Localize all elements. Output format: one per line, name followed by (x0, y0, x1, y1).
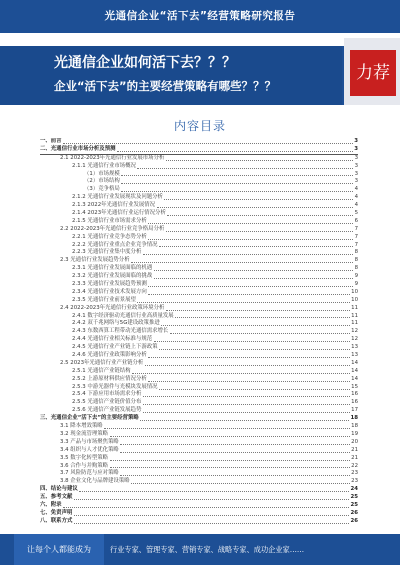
toc-entry[interactable] (40, 455, 358, 463)
toc-entry-title: 3.6 合作与并购策略 (60, 462, 109, 469)
toc-entry-title: 2.3.5 光通信行业前景展望 (72, 296, 136, 303)
toc-page-number: 12 (351, 336, 358, 343)
toc-entry-title: 2.3 光通信行业发展趋势分析 (60, 257, 130, 264)
toc-entry[interactable] (40, 273, 358, 281)
toc-entry-title: 3.2 现金流管理策略 (60, 430, 109, 437)
toc-entry-title: 2.3.4 光通信行业技术发展方向 (72, 288, 147, 295)
footer-slogan-left: 让每个人都能成为 (14, 534, 104, 565)
toc-page-number: 21 (351, 454, 358, 461)
toc-page-number: 13 (351, 352, 358, 359)
toc-page-number: 10 (351, 288, 358, 295)
toc-leader-dots (161, 325, 349, 326)
toc-leader-dots (159, 349, 350, 350)
toc-leader-dots (166, 160, 353, 161)
toc-page-number: 4 (354, 186, 358, 193)
toc-leader-dots (74, 515, 349, 516)
toc-entry-title: 3.5 数字化转型策略 (60, 454, 109, 461)
toc-page-number: 13 (351, 344, 358, 351)
toc-entry[interactable] (40, 415, 358, 423)
toc-entry-title: 2.5.4 下游应用市场需求分析 (72, 391, 142, 398)
hero-section (0, 38, 400, 105)
toc-page-number: 17 (351, 407, 358, 414)
toc-entry-title: 七、免责声明 (40, 509, 73, 516)
toc-page-number: 9 (354, 281, 358, 288)
toc-leader-dots (120, 444, 349, 445)
toc-entry[interactable] (40, 447, 358, 455)
toc-entry[interactable] (40, 344, 358, 352)
toc-page-number: 26 (350, 509, 358, 516)
toc-page-number: 7 (354, 225, 358, 232)
toc-leader-dots (159, 246, 353, 247)
toc-entry-title: （2）市场结构 (84, 178, 120, 185)
toc-page-number: 11 (351, 312, 358, 319)
toc-leader-dots (159, 389, 350, 390)
toc-page-number: 18 (350, 415, 358, 422)
toc-page-number: 21 (351, 446, 358, 453)
toc-entry[interactable] (40, 376, 358, 384)
toc-entry-title: 一、前言 (40, 138, 62, 144)
toc-entry-title: 3.4 组织与人才优化策略 (60, 446, 119, 453)
toc-leader-dots (154, 341, 350, 342)
toc-entry[interactable] (40, 265, 358, 273)
toc-entry-title: 二、光通信行业市场分析及预测 (40, 145, 116, 152)
toc-page-number: 23 (351, 470, 358, 477)
toc-page-number: 3 (354, 138, 358, 144)
toc-leader-dots (164, 199, 353, 200)
toc-page-number: 26 (350, 517, 358, 524)
toc-page-number: 3 (354, 145, 358, 152)
toc-entry-title: 2.1 2022-2023年光通信行业发展市场分析 (60, 154, 165, 161)
brand-seal: 力荐 (350, 50, 396, 96)
toc-page-number: 8 (354, 257, 358, 264)
toc-leader-dots (63, 143, 353, 144)
toc-entry[interactable] (40, 210, 358, 218)
toc-entry[interactable] (40, 305, 358, 313)
toc-entry-title: （3）竞争格局 (84, 186, 120, 193)
toc-leader-dots (74, 499, 349, 500)
toc-entry-title: 2.4.1 数字经济驱动光通信行业高质量发展 (72, 312, 174, 319)
toc-page-number: 14 (351, 359, 358, 366)
toc-entry[interactable] (40, 407, 358, 415)
toc-leader-dots (148, 223, 353, 224)
toc-page-number: 19 (351, 430, 358, 437)
toc-entry-title: 2.1.3 2022年光通信行业发展情况 (72, 202, 156, 209)
toc-entry[interactable] (40, 297, 358, 305)
toc-leader-dots (143, 254, 353, 255)
toc-entry-title: 六、附录 (40, 501, 62, 508)
toc-page-number: 3 (354, 178, 358, 185)
toc-leader-dots (148, 286, 353, 287)
toc-entry[interactable] (40, 423, 358, 431)
toc-entry-title: 2.2.1 光通信行业竞争态势分析 (72, 233, 147, 240)
toc-leader-dots (140, 420, 349, 421)
toc-entry-title: 2.2.3 光通信行业集中度分析 (72, 249, 142, 256)
toc-page-number: 22 (351, 462, 358, 469)
toc-leader-dots (166, 310, 350, 311)
hero-title: 光通信企业如何活下去？？？ (54, 55, 236, 71)
toc-entry-title: 2.1.5 光通信行业市场需求分析 (72, 217, 147, 224)
toc-entry[interactable] (40, 226, 358, 234)
toc-entry[interactable] (40, 234, 358, 242)
toc-leader-dots (131, 262, 353, 263)
toc-page-number: 7 (354, 241, 358, 248)
toc-leader-dots (148, 294, 349, 295)
toc-page-number: 3 (354, 170, 358, 177)
toc-entry-title: 三、光通信企业“活下去”的主要经营策略 (40, 415, 139, 422)
toc-entry-title: 五、参考文献 (40, 494, 73, 501)
toc-leader-dots (121, 183, 353, 184)
brand-badge (344, 38, 400, 105)
toc-leader-dots (110, 436, 350, 437)
toc-leader-dots (74, 523, 349, 524)
toc-entry[interactable] (40, 202, 358, 210)
toc-page-number: 8 (354, 265, 358, 272)
toc-page-number: 24 (350, 486, 358, 493)
toc-entry-title: 2.5.2 上游原材料供应情况分析 (72, 375, 147, 382)
toc-entry-title: 2.1.1 光通信行业市场概况 (72, 162, 136, 169)
toc-leader-dots (175, 317, 349, 318)
toc-entry-title: 2.1.2 光通信行业发展现状及问题分析 (72, 194, 163, 201)
toc-entry[interactable] (40, 352, 358, 360)
toc-entry-title: 2.4.4 光通信行业相关标准与规范 (72, 336, 153, 343)
toc-page-number: 7 (354, 233, 358, 240)
toc-entry[interactable] (40, 510, 358, 518)
toc-page-number: 25 (350, 501, 358, 508)
table-of-contents (40, 138, 358, 530)
toc-entry-title: 2.4.3 东数西算工程带动光通信需求增长 (72, 328, 169, 335)
report-banner: 光通信企业“活下去”经营策略研究报告 (0, 0, 400, 33)
toc-entry-title: 3.3 产品与市场聚焦策略 (60, 438, 119, 445)
toc-entry-title: 3.1 降本增效策略 (60, 423, 103, 430)
toc-page-number: 9 (354, 273, 358, 280)
toc-entry-title: 2.3.3 光通信行业发展趋势预测 (72, 281, 147, 288)
toc-page-number: 4 (354, 202, 358, 209)
toc-page-number: 20 (351, 438, 358, 445)
toc-entry-title: 2.3.1 光通信行业发展面临的机遇 (72, 265, 153, 272)
toc-page-number: 11 (351, 320, 358, 327)
toc-entry[interactable] (40, 336, 358, 344)
footer-band (0, 534, 400, 565)
toc-leader-dots (154, 270, 353, 271)
toc-entry-title: 2.5 2023年光通信行业产业链分析 (60, 359, 144, 366)
toc-leader-dots (137, 168, 353, 169)
toc-entry[interactable] (40, 218, 358, 226)
toc-leader-dots (154, 278, 353, 279)
toc-entry[interactable] (40, 439, 358, 447)
toc-leader-dots (143, 404, 350, 405)
toc-leader-dots (120, 452, 349, 453)
toc-page-number: 16 (351, 399, 358, 406)
toc-page-number: 10 (351, 296, 358, 303)
toc-entry-title: 3.8 企业文化与品牌建设策略 (60, 478, 130, 485)
toc-leader-dots (120, 475, 349, 476)
toc-entry-title: 2.2 2022-2023年光通信行业竞争格局分析 (60, 225, 165, 232)
toc-entry-title: 四、结论与建议 (40, 486, 78, 493)
toc-page-number: 3 (354, 154, 358, 161)
toc-leader-dots (143, 412, 350, 413)
toc-page-number: 14 (351, 375, 358, 382)
toc-entry[interactable] (40, 194, 358, 202)
toc-entry-title: 2.4.6 光通信行业政策影响分析 (72, 352, 147, 359)
toc-leader-dots (121, 191, 353, 192)
toc-leader-dots (63, 507, 349, 508)
toc-leader-dots (117, 151, 353, 152)
toc-entry[interactable] (40, 281, 358, 289)
toc-leader-dots (110, 460, 350, 461)
toc-leader-dots (157, 207, 354, 208)
toc-entry-title: 2.3.2 光通信行业发展面临的挑战 (72, 273, 153, 280)
toc-entry[interactable] (40, 360, 358, 368)
toc-entry-title: 2.4.5 光通信行业产业链上下游政策 (72, 344, 158, 351)
toc-entry[interactable] (40, 478, 358, 486)
toc-leader-dots (110, 467, 350, 468)
toc-page-number: 5 (354, 210, 358, 216)
toc-leader-dots (104, 428, 350, 429)
toc-page-number: 15 (351, 383, 358, 390)
toc-leader-dots (170, 333, 350, 334)
toc-leader-dots (137, 302, 349, 303)
toc-entry[interactable] (40, 502, 358, 510)
toc-entry-title: 3.7 风险防范与应对策略 (60, 470, 119, 477)
toc-entry[interactable] (40, 431, 358, 439)
toc-page-number: 3 (354, 162, 358, 169)
toc-entry[interactable] (40, 155, 358, 163)
toc-page-number: 12 (351, 328, 358, 335)
toc-leader-dots (167, 215, 353, 216)
toc-entry[interactable] (40, 146, 358, 155)
toc-entry-title: 2.5.1 光通信产业链结构 (72, 367, 131, 374)
toc-entry[interactable] (40, 494, 358, 502)
toc-entry-title: 2.5.3 中游光器件与光模块发展情况 (72, 383, 158, 390)
toc-entry-title: 2.4.2 双千兆网络与5G建设政策推进 (72, 320, 160, 327)
toc-entry-title: 2.1.4 2023年光通信行业运行情况分析 (72, 210, 166, 216)
toc-entry[interactable] (40, 289, 358, 297)
toc-entry-title: （1）市场规模 (84, 170, 120, 177)
toc-page-number: 18 (351, 423, 358, 430)
toc-entry-title: 2.2.2 光通信行业重点企业竞争情况 (72, 241, 158, 248)
toc-leader-dots (145, 365, 350, 366)
toc-leader-dots (166, 231, 353, 232)
toc-page-number: 25 (350, 494, 358, 501)
toc-page-number: 23 (351, 478, 358, 485)
toc-entry-title: 2.5.5 光通信产业链价值分布 (72, 399, 142, 406)
toc-entry-title: 2.4 2022-2023年光通信行业政策环境分析 (60, 304, 165, 311)
toc-entry[interactable] (40, 138, 358, 146)
toc-leader-dots (121, 175, 353, 176)
toc-page-number: 8 (354, 249, 358, 256)
toc-page-number: 14 (351, 367, 358, 374)
toc-leader-dots (148, 239, 353, 240)
toc-entry[interactable] (40, 518, 358, 526)
toc-leader-dots (143, 396, 350, 397)
hero-subtitle: 企业“活下去”的主要经营策略有哪些？？？ (54, 79, 277, 93)
toc-page-number: 16 (351, 391, 358, 398)
toc-entry[interactable] (40, 486, 358, 494)
toc-entry-title: 八、联系方式 (40, 517, 73, 524)
toc-leader-dots (131, 483, 350, 484)
toc-leader-dots (148, 357, 349, 358)
toc-entry[interactable] (40, 368, 358, 376)
toc-leader-dots (148, 381, 349, 382)
toc-entry[interactable] (40, 163, 358, 171)
toc-leader-dots (132, 373, 350, 374)
footer-slogan-right: 行业专家、管理专家、营销专家、战略专家、成功企业家…… (110, 545, 305, 554)
toc-leader-dots (79, 491, 349, 492)
toc-page-number: 6 (354, 217, 358, 224)
toc-heading: 内容目录 (173, 119, 226, 133)
toc-page-number: 11 (351, 304, 358, 311)
toc-page-number: 4 (354, 194, 358, 201)
toc-entry-title: 2.5.6 光通信产业链发展趋势 (72, 407, 142, 414)
